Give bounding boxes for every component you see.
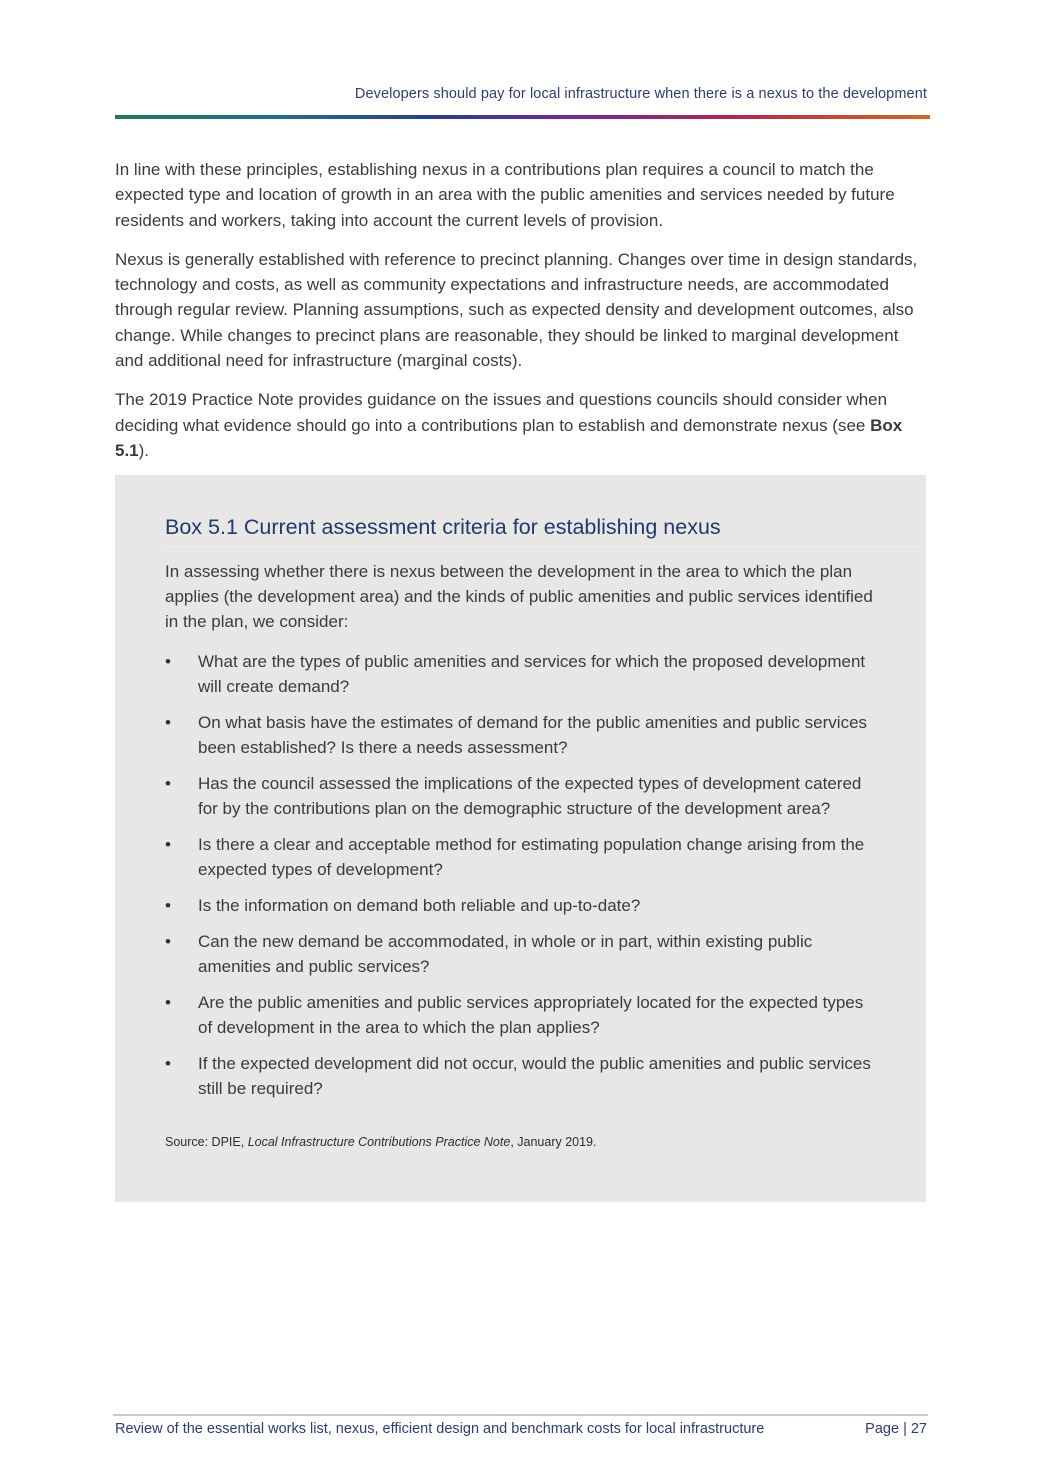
page-number: Page | 27 bbox=[865, 1421, 927, 1437]
footer-rule bbox=[113, 1414, 928, 1416]
list-item-text: Is the information on demand both reliable and up-to-date? bbox=[198, 896, 641, 915]
list-item-text: Is there a clear and acceptable method for estimating population change arising from the expected types of development? bbox=[198, 835, 865, 879]
bullet-icon: • bbox=[165, 652, 171, 671]
header-gradient-rule bbox=[115, 115, 930, 119]
list-item bbox=[165, 893, 880, 918]
list-item bbox=[165, 929, 880, 979]
list-item bbox=[165, 649, 880, 699]
paragraph-2: Nexus is generally established with reference to precinct planning. Changes over time in design standards, technology and costs, as well as community expectations and infrastructure needs, are accommodated through regular review. Planning assumptions, such as expected density and development outcomes, also change. While changes to precinct plans are reasonable, they should be linked to marginal development and additional need for infrastructure (marginal costs). bbox=[115, 249, 918, 371]
box-source bbox=[165, 1135, 596, 1149]
list-item-text: What are the types of public amenities and services for which the proposed development will create demand? bbox=[198, 652, 866, 696]
bullet-icon: • bbox=[165, 713, 171, 732]
list-item bbox=[165, 832, 880, 882]
list-item-text: If the expected development did not occur, would the public amenities and public services still be required? bbox=[198, 1054, 871, 1098]
paragraph-3-end: ). bbox=[138, 440, 150, 460]
box-5-1 bbox=[115, 475, 926, 1202]
bullet-icon: • bbox=[165, 896, 171, 915]
running-header: Developers should pay for local infrastructure when there is a nexus to the development bbox=[354, 86, 927, 102]
source-title: Local Infrastructure Contributions Practice Note bbox=[247, 1135, 511, 1149]
list-item bbox=[165, 1051, 880, 1101]
list-item-text: On what basis have the estimates of demand for the public amenities and public services been established? Is there a needs assessment? bbox=[198, 713, 868, 757]
box-title: Box 5.1 Current assessment criteria for establishing nexus bbox=[165, 515, 925, 547]
source-prefix: Source: DPIE, bbox=[165, 1135, 248, 1149]
list-item-text: Has the council assessed the implications of the expected types of development catered for by the contributions plan on the demographic structure of the development area? bbox=[198, 774, 862, 818]
list-item bbox=[165, 771, 880, 821]
list-item bbox=[165, 710, 880, 760]
list-item bbox=[165, 990, 880, 1040]
list-item-text: Are the public amenities and public services appropriately located for the expected types of development in the area to which the plan applies? bbox=[198, 993, 864, 1037]
box-reference: Box 5.1 bbox=[115, 415, 903, 460]
criteria-list bbox=[165, 649, 880, 1112]
bullet-icon: • bbox=[165, 932, 171, 951]
body-text bbox=[115, 157, 927, 477]
paragraph-3 bbox=[115, 387, 927, 463]
paragraph-1: In line with these principles, establishing nexus in a contributions plan requires a council to match the expected type and location of growth in an area with the public amenities and services needed by future residents and workers, taking into account the current levels of provision. bbox=[115, 160, 895, 230]
bullet-icon: • bbox=[165, 1054, 171, 1073]
list-item-text: Can the new demand be accommodated, in whole or in part, within existing public amenities and public services? bbox=[198, 932, 813, 976]
source-suffix: , January 2019. bbox=[510, 1135, 597, 1149]
paragraph-3-text: The 2019 Practice Note provides guidance on the issues and questions councils should consider when deciding what evidence should go into a contributions plan to establish and demonstrate nexus (see bbox=[115, 390, 888, 435]
footer-title: Review of the essential works list, nexus, efficient design and benchmark costs for local infrastructure bbox=[115, 1421, 765, 1437]
bullet-icon: • bbox=[165, 835, 171, 854]
bullet-icon: • bbox=[165, 774, 171, 793]
box-intro: In assessing whether there is nexus between the development in the area to which the plan applies (the development area) and the kinds of public amenities and public services identified in the plan, we consider: bbox=[165, 562, 873, 631]
bullet-icon: • bbox=[165, 993, 171, 1012]
